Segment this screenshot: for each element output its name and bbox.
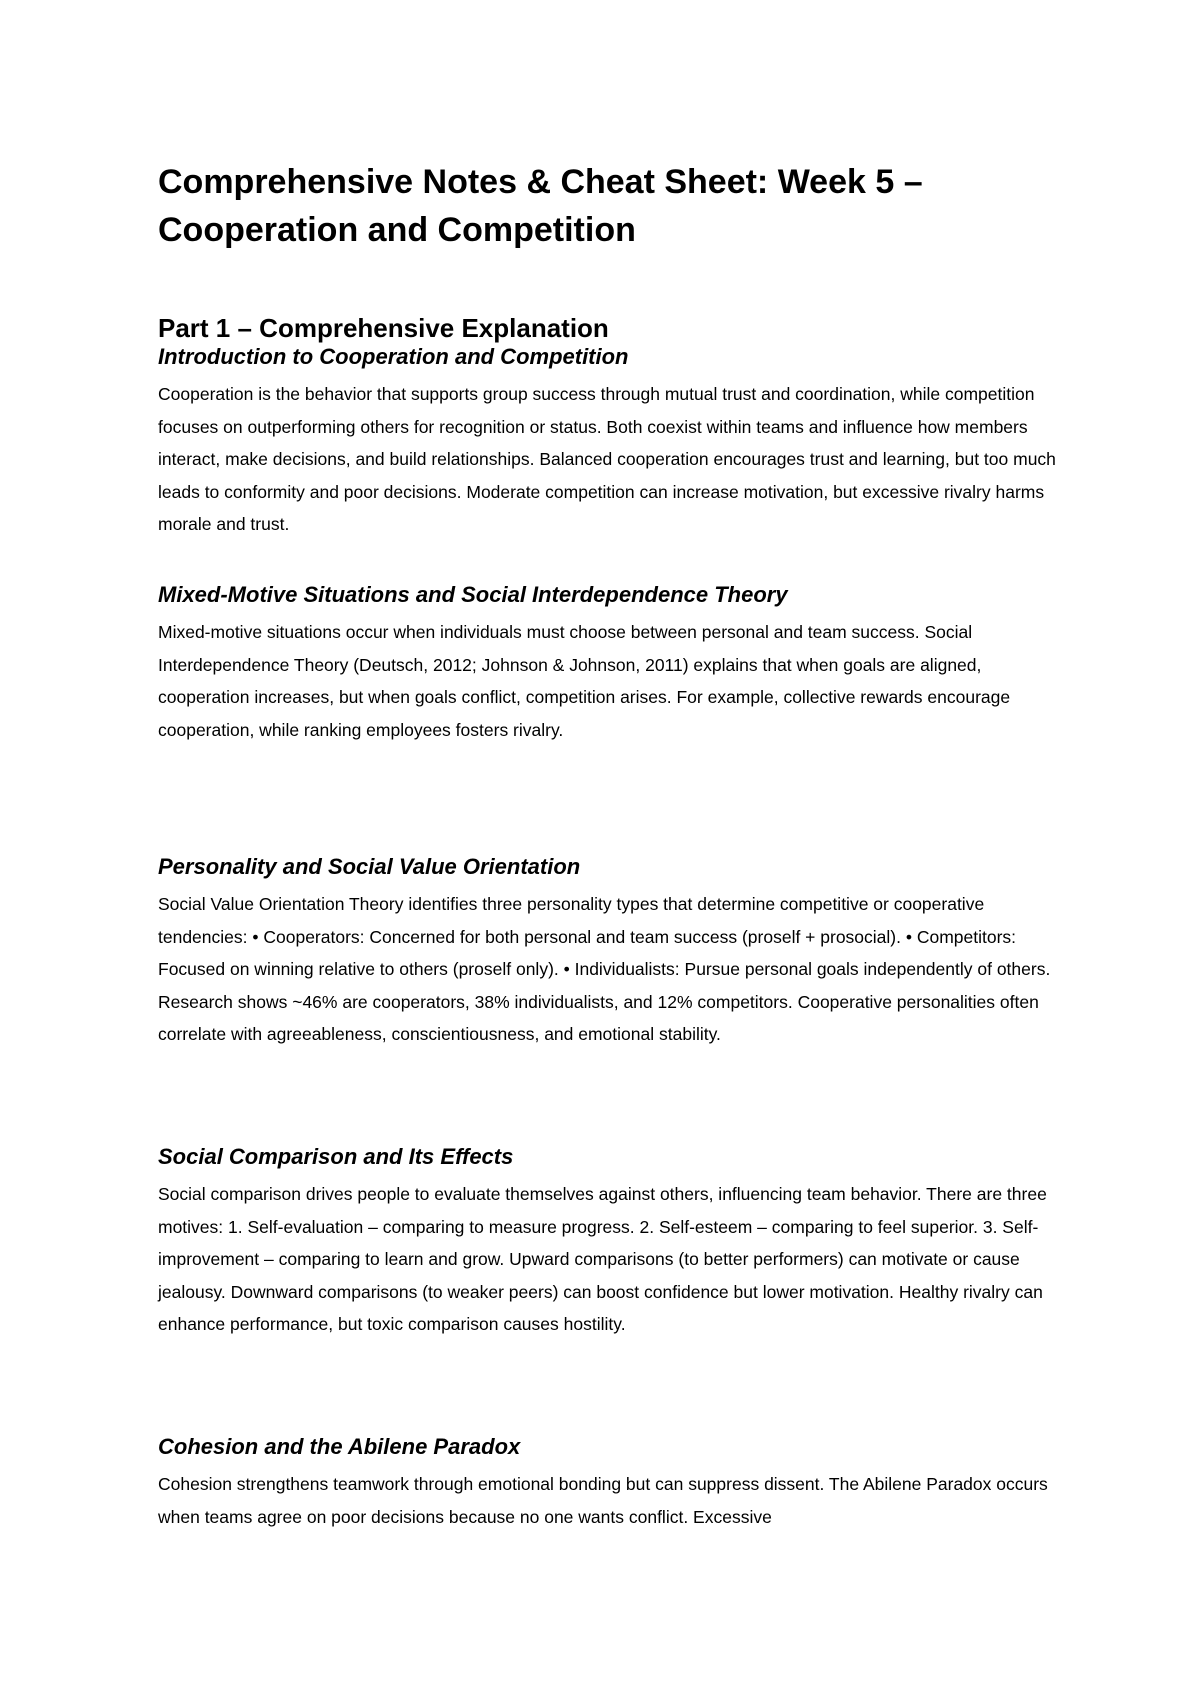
section-body: Social comparison drives people to evaluate themselves against others, influencing team behavior. There are three motives: 1. Self-evaluation – comparing to measure progress. 2. Self-esteem – comparing to feel superior. 3. Self-improvement – comparing to learn and grow. Upward comparisons (to better performers) can motivate or cause jealousy. Downward comparisons (to weaker peers) can boost confidence but lower motivation. Healthy rivalry can enhance performance, but toxic comparison causes hostility. xyxy=(158,1184,1047,1334)
section-heading: Personality and Social Value Orientation xyxy=(158,854,581,879)
section-heading: Social Comparison and Its Effects xyxy=(158,1144,514,1169)
section-mixed-motive xyxy=(158,580,1058,746)
section-social-comparison xyxy=(158,1142,1058,1341)
document-title: Comprehensive Notes & Cheat Sheet: Week 5 – Cooperation and Competition xyxy=(158,163,923,249)
part-heading: Part 1 – Comprehensive Explanation xyxy=(158,313,609,343)
section-heading: Mixed-Motive Situations and Social Interdependence Theory xyxy=(158,582,788,607)
section-body: Mixed-motive situations occur when individuals must choose between personal and team success. Social Interdependence Theory (Deutsch, 2012; Johnson & Johnson, 2011) explains that when goals are aligned, cooperation increases, but when goals conflict, competition arises. For example, collective rewards encourage cooperation, while ranking employees fosters rivalry. xyxy=(158,622,1011,740)
section-personality xyxy=(158,852,1058,1051)
section-body: Cooperation is the behavior that supports group success through mutual trust and coordination, while competition focuses on outperforming others for recognition or status. Both coexist within teams and influence how members interact, make decisions, and build relationships. Balanced cooperation encourages trust and learning, but too much leads to conformity and poor decisions. Moderate competition can increase motivation, but excessive rivalry harms morale and trust. xyxy=(158,384,1056,534)
section-heading: Introduction to Cooperation and Competition xyxy=(158,344,629,369)
section-cohesion xyxy=(158,1432,1058,1533)
section-heading: Cohesion and the Abilene Paradox xyxy=(158,1434,521,1459)
section-introduction xyxy=(158,342,1058,541)
section-body: Social Value Orientation Theory identifies three personality types that determine competitive or cooperative tendencies: • Cooperators: Concerned for both personal and team success (proself + prosocial). • Competitors: Focused on winning relative to others (proself only). • Individualists: Pursue personal goals independently of others. Research shows ~46% are cooperators, 38% individualists, and 12% competitors. Cooperative personalities often correlate with agreeableness, conscientiousness, and emotional stability. xyxy=(158,894,1051,1044)
section-body: Cohesion strengthens teamwork through emotional bonding but can suppress dissent. The Abilene Paradox occurs when teams agree on poor decisions because no one wants conflict. Excessive xyxy=(158,1474,1048,1527)
